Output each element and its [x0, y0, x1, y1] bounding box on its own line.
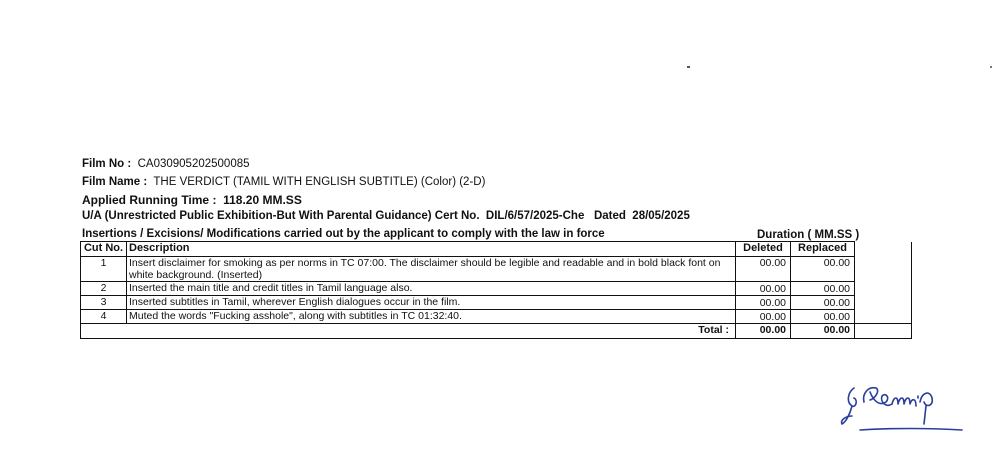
cell-blank: [855, 296, 912, 310]
scan-speck: [687, 66, 690, 68]
certificate-number: DIL/6/57/2025-Che: [485, 210, 585, 222]
cell-replaced: 00.00: [791, 257, 855, 282]
cell-description: Inserted the main title and credit titles in Tamil language also.: [127, 282, 736, 296]
cell-blank: [855, 257, 912, 282]
scan-speck: [990, 66, 992, 68]
header-blank: [855, 242, 912, 257]
running-time-value: 118.20 MM.SS: [223, 193, 302, 207]
film-no-value: CA030905202500085: [137, 158, 250, 170]
total-deleted: 00.00: [736, 324, 791, 339]
header-cut-no: Cut No.: [81, 242, 127, 257]
film-name-label: Film Name :: [82, 176, 148, 188]
total-row: [81, 324, 912, 339]
cell-description: Inserted subtitles in Tamil, wherever English dialogues occur in the film.: [127, 296, 736, 310]
cell-cut-no: 4: [81, 310, 127, 324]
duration-heading: Duration ( MM.SS ): [757, 229, 860, 241]
handwritten-signature: [840, 378, 970, 438]
cell-deleted: 00.00: [736, 296, 791, 310]
cell-blank: [855, 310, 912, 324]
running-time-line: [82, 193, 302, 207]
certificate-text: U/A (Unrestricted Public Exhibition-But With Parental Guidance) Cert No.: [82, 210, 480, 222]
cell-replaced: 00.00: [791, 296, 855, 310]
dated-value: 28/05/2025: [632, 210, 690, 222]
cell-deleted: 00.00: [736, 310, 791, 324]
insertions-heading: Insertions / Excisions/ Modifications carried out by the applicant to comply with the law in force: [82, 228, 605, 240]
header-description: Description: [127, 242, 736, 257]
certificate-line: [82, 209, 690, 223]
table-header-row: [81, 242, 912, 257]
cell-deleted: 00.00: [736, 257, 791, 282]
dated-label: Dated: [593, 210, 626, 222]
header-deleted: Deleted: [736, 242, 791, 257]
total-spacer: [81, 324, 127, 339]
film-no-label: Film No :: [82, 158, 132, 170]
cell-cut-no: 3: [81, 296, 127, 310]
cell-cut-no: 1: [81, 257, 127, 282]
cuts-table: [80, 241, 912, 339]
cell-description: Muted the words "Fucking asshole", along with subtitles in TC 01:32:40.: [127, 310, 736, 324]
table-row: [81, 282, 912, 296]
cell-deleted: 00.00: [736, 282, 791, 296]
film-name-value: THE VERDICT (TAMIL WITH ENGLISH SUBTITLE) (Color) (2-D): [153, 176, 486, 188]
cell-cut-no: 2: [81, 282, 127, 296]
film-name-line: [82, 175, 485, 189]
table-row: [81, 310, 912, 324]
cell-description: Insert disclaimer for smoking as per norms in TC 07:00. The disclaimer should be legible and readable and in bold black font on white background. (Inserted): [127, 257, 736, 282]
total-label: Total :: [127, 324, 736, 339]
table-row: [81, 296, 912, 310]
total-replaced: 00.00: [791, 324, 855, 339]
running-time-label: Applied Running Time :: [82, 193, 217, 207]
header-replaced: Replaced: [791, 242, 855, 257]
cell-replaced: 00.00: [791, 282, 855, 296]
cell-blank: [855, 282, 912, 296]
cell-replaced: 00.00: [791, 310, 855, 324]
table-row: [81, 257, 912, 282]
total-blank: [855, 324, 912, 339]
film-no-line: [82, 157, 250, 171]
